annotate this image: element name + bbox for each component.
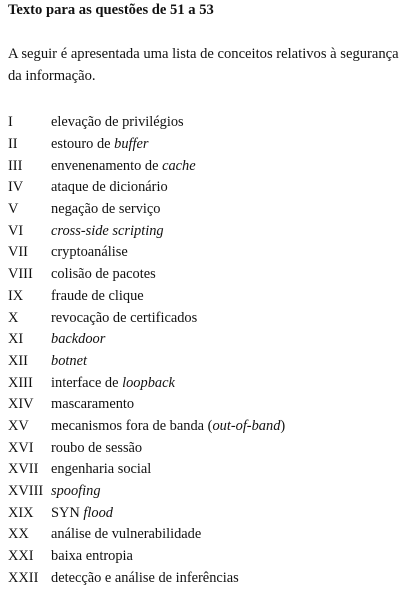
list-item (8, 459, 400, 481)
item-text (51, 136, 149, 153)
item-text (51, 244, 128, 261)
list-item (8, 372, 400, 394)
list-item (8, 524, 400, 546)
item-numeral: XV (8, 417, 29, 434)
item-text-plain: negação de serviço (51, 201, 161, 218)
item-numeral: III (8, 157, 23, 174)
section-heading: Texto para as questões de 51 a 53 (8, 2, 214, 18)
list-item (8, 112, 400, 134)
item-text-plain: mecanismos fora de banda ( (51, 417, 213, 434)
list-item (8, 242, 400, 264)
item-text-plain: baixa entropia (51, 548, 133, 565)
item-text-plain: roubo de sessão (51, 439, 143, 456)
item-text-plain: elevação de privilégios (51, 114, 184, 131)
item-numeral: XVI (8, 439, 34, 456)
item-text-plain: mascaramento (51, 396, 135, 413)
item-numeral: I (8, 114, 13, 131)
item-text (51, 288, 144, 305)
item-text-italic: botnet (51, 352, 87, 369)
list-item (8, 177, 400, 199)
item-text (51, 505, 113, 522)
list-item (8, 220, 400, 242)
item-text-plain: engenharia social (51, 461, 152, 478)
item-numeral: XXI (8, 548, 34, 565)
list-item (8, 199, 400, 221)
item-text-italic: cache (162, 157, 196, 174)
list-item (8, 481, 400, 503)
item-text-plain: análise de vulnerabilidade (51, 526, 202, 543)
item-text-plain: estouro de (51, 136, 115, 153)
item-numeral: XX (8, 526, 29, 543)
item-text (51, 548, 133, 565)
item-numeral: XVIII (8, 483, 44, 500)
list-item (8, 567, 400, 589)
item-text (51, 483, 101, 500)
item-text-plain: detecção e análise de inferências (51, 569, 239, 586)
item-numeral: XIV (8, 396, 34, 413)
item-numeral: XIX (8, 504, 34, 521)
item-text (51, 158, 196, 175)
item-numeral: XXII (8, 569, 39, 586)
item-text (51, 461, 151, 478)
item-text-plain: revocação de certificados (51, 309, 198, 326)
item-text (51, 418, 285, 435)
item-text (51, 526, 201, 543)
list-item (8, 437, 400, 459)
list-item (8, 155, 400, 177)
list-item (8, 351, 400, 373)
item-text-plain: fraude de clique (51, 287, 144, 304)
item-text-italic: cross-side scripting (51, 222, 164, 239)
item-numeral: VII (8, 244, 28, 261)
item-text-italic: loopback (122, 374, 175, 391)
item-numeral: XI (8, 331, 24, 348)
list-item (8, 416, 400, 438)
item-numeral: VIII (8, 266, 33, 283)
item-numeral: XIII (8, 374, 33, 391)
item-text-plain: cryptoanálise (51, 244, 128, 261)
item-numeral: XVII (8, 461, 39, 478)
item-text-italic: spoofing (51, 483, 101, 500)
list-item (8, 286, 400, 308)
item-text (51, 114, 184, 131)
item-text-italic: buffer (114, 136, 149, 153)
list-item (8, 307, 400, 329)
list-item (8, 134, 400, 156)
item-text-italic: backdoor (51, 331, 106, 348)
item-text-italic: flood (83, 504, 113, 521)
item-text (51, 310, 197, 327)
item-numeral: V (8, 201, 19, 218)
item-text-italic: out-of-band (212, 417, 281, 434)
intro-paragraph: A seguir é apresentada uma lista de conceitos relativos à segurança da informação. (8, 46, 399, 84)
item-text (51, 266, 156, 283)
item-numeral: X (8, 309, 19, 326)
item-numeral: VI (8, 222, 24, 239)
list-item (8, 394, 400, 416)
item-text (51, 331, 105, 348)
item-numeral: XII (8, 352, 28, 369)
item-text-plain: envenenamento de (51, 157, 163, 174)
item-text-plain: ) (280, 417, 286, 434)
item-text (51, 440, 142, 457)
item-text-plain: interface de (51, 374, 123, 391)
concept-list (8, 112, 400, 589)
item-text (51, 223, 164, 240)
item-text (51, 570, 239, 587)
item-numeral: II (8, 136, 18, 153)
list-item (8, 329, 400, 351)
item-text (51, 375, 175, 392)
item-text (51, 396, 134, 413)
item-text (51, 353, 87, 370)
list-item (8, 502, 400, 524)
item-text (51, 201, 160, 218)
item-text-plain: colisão de pacotes (51, 266, 156, 283)
list-item (8, 264, 400, 286)
item-text-plain: SYN (51, 504, 84, 521)
item-text-plain: ataque de dicionário (51, 179, 168, 196)
item-numeral: IV (8, 179, 24, 196)
item-numeral: IX (8, 287, 24, 304)
item-text (51, 179, 168, 196)
list-item (8, 546, 400, 568)
